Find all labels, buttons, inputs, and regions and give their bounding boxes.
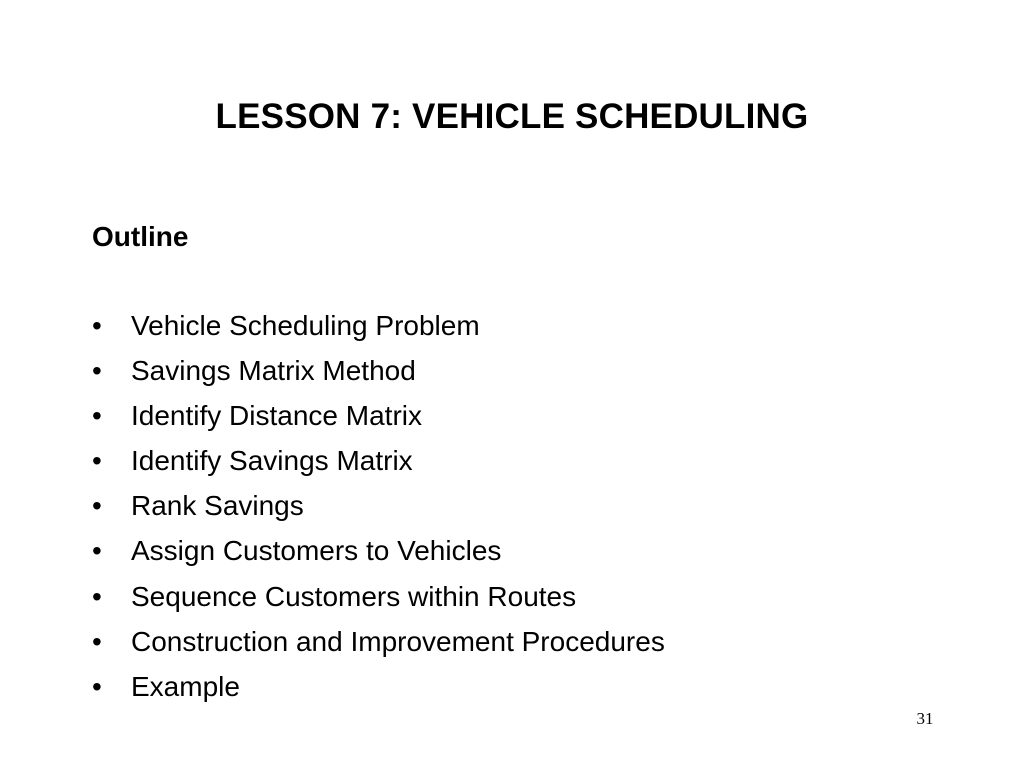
bullet-icon: • [92,670,102,702]
outline-item-text: Vehicle Scheduling Problem [131,310,480,341]
outline-item-text: Assign Customers to Vehicles [131,535,502,567]
bullet-icon: • [92,535,102,567]
bullet-icon: • [92,625,102,657]
outline-item-text: Savings Matrix Method [131,355,416,387]
outline-item-text: Rank Savings [131,490,304,522]
bullet-icon: • [92,580,102,612]
bullet-icon: • [92,490,102,522]
bullet-icon: • [92,400,102,432]
slide-title: LESSON 7: VEHICLE SCHEDULING [215,97,809,136]
bullet-icon: • [92,445,102,477]
outline-item-text: Sequence Customers within Routes [131,580,577,612]
outline-heading: Outline [92,221,189,252]
page-number: 31 [916,709,934,728]
bullet-icon: • [92,355,102,387]
outline-item-text: Example [131,670,240,702]
outline-item-text: Construction and Improvement Procedures [131,625,665,657]
outline-item-text: Identify Savings Matrix [131,445,413,477]
outline-item-text: Identify Distance Matrix [131,400,422,432]
bullet-icon: • [92,310,102,341]
